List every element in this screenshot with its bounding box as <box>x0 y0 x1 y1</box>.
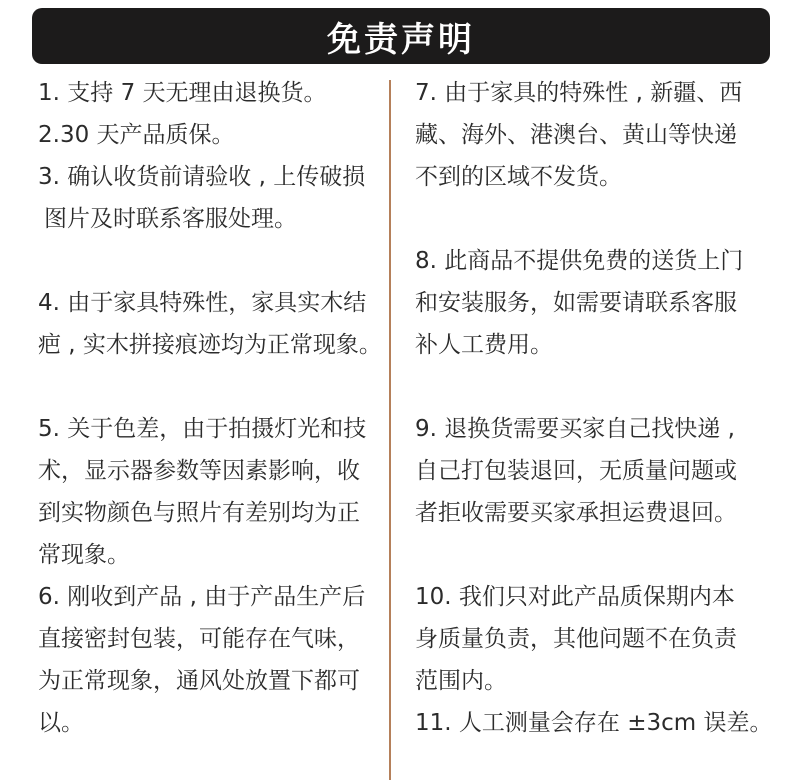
spacer <box>415 198 767 240</box>
clause-8-line-3: 补人工费用。 <box>415 332 553 358</box>
clause-6-line-4: 以。 <box>38 710 84 736</box>
clause-9-line-1: 9. 退换货需要买家自己找快递 , <box>415 416 735 442</box>
clause-3-line-2: 图片及时联系客服处理。 <box>44 206 297 232</box>
clause-3-line-1: 3. 确认收货前请验收 , 上传破损 <box>38 164 366 190</box>
clause-10-line-3: 范围内。 <box>415 668 507 694</box>
spacer <box>38 240 386 282</box>
column-divider <box>389 80 391 780</box>
spacer <box>415 534 767 576</box>
clause-2-line-1: 2.30 天产品质保。 <box>38 122 235 148</box>
title-bar <box>32 8 770 64</box>
clause-4-line-2: 疤 , 实木拼接痕迹均为正常现象。 <box>38 332 382 358</box>
left-column <box>38 72 386 744</box>
page-title: 免责声明 <box>327 19 475 60</box>
clause-11-line-1: 11. 人工测量会存在 ±3cm 误差。 <box>415 710 773 736</box>
right-column <box>415 72 773 744</box>
clause-5-line-4: 常现象。 <box>38 542 130 568</box>
clause-8-line-1: 8. 此商品不提供免费的送货上门 <box>415 248 744 274</box>
clause-5-line-1: 5. 关于色差，由于拍摄灯光和技 <box>38 416 367 442</box>
clause-6-line-2: 直接密封包装，可能存在气味， <box>38 626 360 652</box>
clause-6-line-1: 6. 刚收到产品 , 由于产品生产后 <box>38 584 366 610</box>
clause-7-line-2: 藏、海外、港澳台、黄山等快递 <box>415 122 737 148</box>
clause-5-line-2: 术，显示器参数等因素影响，收 <box>38 458 360 484</box>
clause-9-line-2: 自己打包装退回，无质量问题或 <box>415 458 737 484</box>
clause-7-line-1: 7. 由于家具的特殊性 , 新疆、西 <box>415 80 743 106</box>
clause-8-line-2: 和安装服务，如需要请联系客服 <box>415 290 737 316</box>
clause-9-line-3: 者拒收需要买家承担运费退回。 <box>415 500 737 526</box>
clause-7-line-3: 不到的区域不发货。 <box>415 164 622 190</box>
clause-6-line-3: 为正常现象，通风处放置下都可 <box>38 668 360 694</box>
clause-5-line-3: 到实物颜色与照片有差别均为正 <box>38 500 360 526</box>
spacer <box>415 366 767 408</box>
clause-10-line-1: 10. 我们只对此产品质保期内本 <box>415 584 735 610</box>
clause-10-line-2: 身质量负责，其他问题不在负责 <box>415 626 737 652</box>
spacer <box>38 366 386 408</box>
clause-1-line-1: 1. 支持 7 天无理由退换货。 <box>38 80 327 106</box>
clause-4-line-1: 4. 由于家具特殊性，家具实木结 <box>38 290 367 316</box>
